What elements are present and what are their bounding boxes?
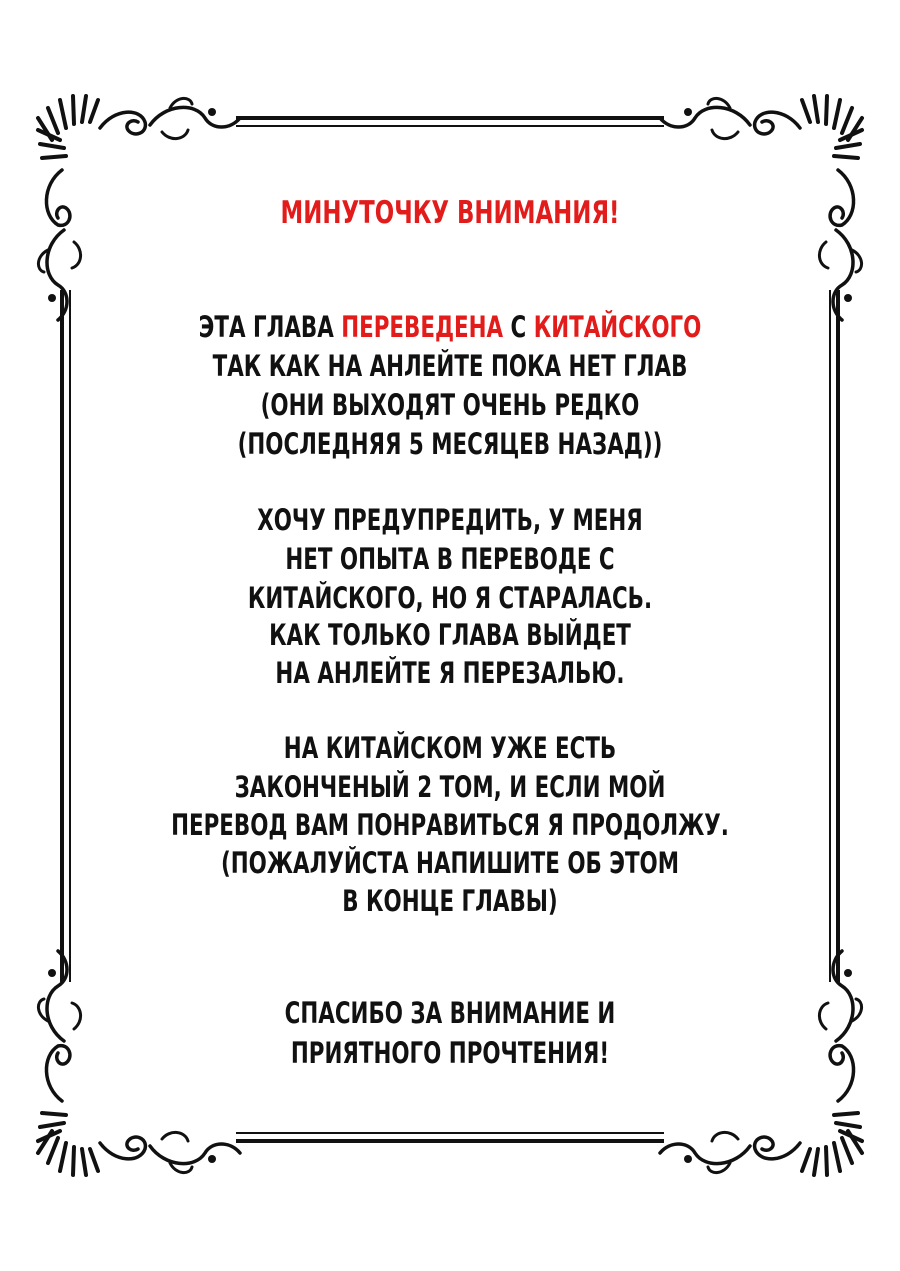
- paragraph3-line: ПЕРЕВОД ВАМ ПОНРАВИТЬСЯ Я ПРОДОЛЖУ.: [171, 808, 729, 842]
- paragraph3-line: В КОНЦЕ ГЛАВЫ): [342, 884, 558, 918]
- paragraph3-line: (ПОЖАЛУЙСТА НАПИШИТЕ ОБ ЭТОМ: [220, 846, 680, 880]
- paragraph2-line: НЕТ ОПЫТА В ПЕРЕВОДЕ С: [285, 542, 615, 576]
- highlight-translated: ПЕРЕВЕДЕНА: [341, 310, 504, 344]
- paragraph2-line: ХОЧУ ПРЕДУПРЕДИТЬ, У МЕНЯ: [257, 503, 643, 537]
- paragraph1-line4: (ПОСЛЕДНЯЯ 5 МЕСЯЦЕВ НАЗАД)): [237, 427, 663, 461]
- text-segment: С: [503, 310, 534, 344]
- paragraph1-line3: (ОНИ ВЫХОДЯТ ОЧЕНЬ РЕДКО: [260, 388, 640, 422]
- text-segment: ЭТА ГЛАВА: [198, 310, 342, 344]
- paragraph2-line: КИТАЙСКОГО, НО Я СТАРАЛАСЬ.: [247, 581, 653, 615]
- paragraph2-line: НА АНЛЕЙТЕ Я ПЕРЕЗАЛЬЮ.: [275, 656, 625, 690]
- paragraph3-line: НА КИТАЙСКОМ УЖЕ ЕСТЬ: [283, 731, 617, 765]
- highlight-chinese: КИТАЙСКОГО: [533, 310, 702, 344]
- paragraph3-line: ЗАКОНЧЕНЫЙ 2 ТОМ, И ЕСЛИ МОЙ: [234, 770, 666, 804]
- closing-line: СПАСИБО ЗА ВНИМАНИЕ И: [284, 996, 616, 1030]
- notice-heading: МИНУТОЧКУ ВНИМАНИЯ!: [280, 195, 620, 231]
- paragraph1-line2: ТАК КАК НА АНЛЕЙТЕ ПОКА НЕТ ГЛАВ: [212, 349, 688, 383]
- paragraph2-line: КАК ТОЛЬКО ГЛАВА ВЫЙДЕТ: [269, 618, 631, 652]
- paragraph1-line1: [81, 310, 819, 344]
- closing-line: ПРИЯТНОГО ПРОЧТЕНИЯ!: [290, 1036, 610, 1070]
